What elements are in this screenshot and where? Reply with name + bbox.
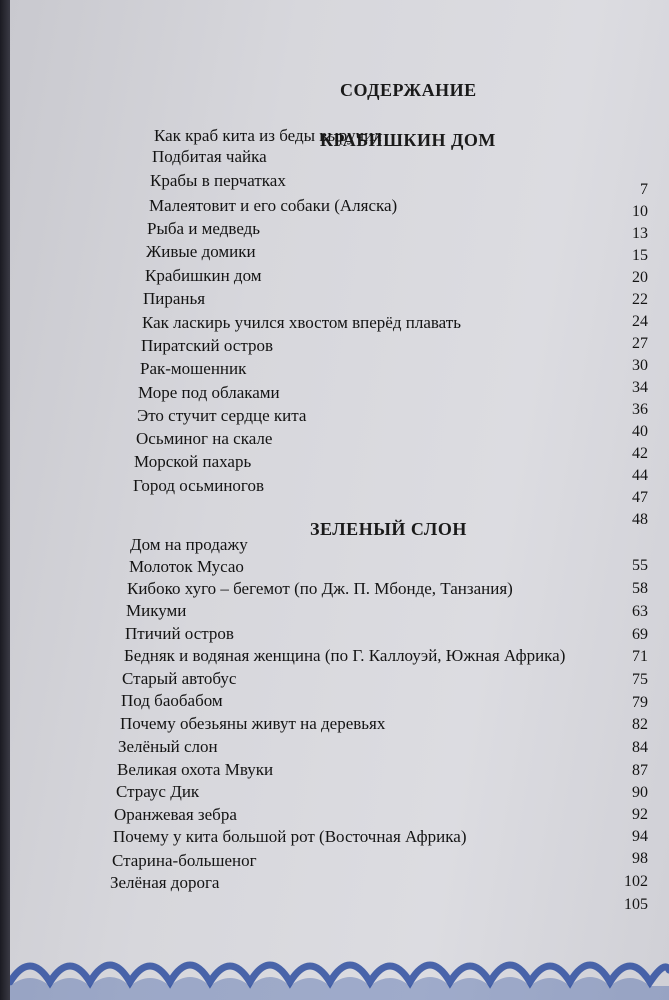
book-spine-edge — [0, 0, 10, 1000]
toc-page-number: 13 — [632, 225, 648, 242]
toc-page-number: 79 — [632, 694, 648, 711]
toc-entry: Старый автобус — [122, 669, 237, 688]
toc-entry: Как ласкирь учился хвостом вперёд плавать — [142, 313, 461, 332]
toc-entry: Микуми — [126, 601, 187, 620]
toc-page-number: 20 — [632, 269, 648, 286]
toc-page-number: 94 — [632, 828, 648, 845]
toc-entry: Молоток Мусао — [129, 557, 244, 576]
toc-entry: Дом на продажу — [130, 535, 248, 554]
book-page — [10, 0, 669, 1000]
toc-entry: Это стучит сердце кита — [137, 406, 307, 425]
toc-page-number: 10 — [632, 203, 648, 220]
toc-page-number: 27 — [632, 335, 648, 352]
toc-entry: Зелёный слон — [118, 737, 218, 756]
toc-page-number: 90 — [632, 784, 648, 801]
toc-page-number: 87 — [632, 762, 648, 779]
toc-page-number: 105 — [624, 896, 648, 913]
toc-page-number: 84 — [632, 739, 648, 756]
toc-entry: Морской пахарь — [134, 452, 252, 471]
toc-entry: Бедняк и водяная женщина (по Г. Каллоуэй, Южная Африка) — [124, 646, 566, 665]
toc-page-number: 36 — [632, 401, 648, 418]
toc-entry: Великая охота Мвуки — [117, 760, 274, 779]
contents-heading: СОДЕРЖАНИЕ — [340, 80, 477, 100]
toc-entry: Осьминог на скале — [136, 429, 273, 448]
toc-entry: Море под облаками — [138, 383, 280, 402]
toc-page-number: 75 — [632, 671, 648, 688]
toc-page-number: 82 — [632, 716, 648, 733]
toc-page-number: 55 — [632, 557, 648, 574]
toc-entry: Малеятовит и его собаки (Аляска) — [149, 196, 398, 215]
toc-entry: Под баобабом — [121, 691, 223, 710]
toc-entry: Пиратский остров — [141, 336, 273, 355]
toc-page-number: 102 — [624, 873, 648, 890]
toc-page-number: 24 — [632, 313, 648, 330]
toc-page-number: 48 — [632, 511, 648, 528]
toc-entry: Крабы в перчатках — [150, 171, 286, 190]
toc-page-number: 63 — [632, 603, 648, 620]
toc-page-number: 47 — [632, 489, 648, 506]
decorative-wave-border — [10, 920, 669, 1000]
toc-entry: Город осьминогов — [133, 476, 264, 495]
toc-entry: Кибоко хуго – бегемот (по Дж. П. Мбонде, Танзания) — [127, 579, 513, 598]
toc-entry: Пиранья — [143, 289, 206, 308]
toc-page-number: 71 — [632, 648, 648, 665]
toc-entry: Почему у кита большой рот (Восточная Африка) — [113, 827, 467, 846]
toc-page-number: 40 — [632, 423, 648, 440]
toc-page-number: 42 — [632, 445, 648, 462]
toc-entry: Оранжевая зебра — [114, 805, 237, 824]
toc-page-number: 44 — [632, 467, 648, 484]
toc-page-number: 92 — [632, 806, 648, 823]
toc-entry: Крабишкин дом — [145, 266, 262, 285]
toc-entry: Рыба и медведь — [147, 219, 261, 238]
toc-entry: Почему обезьяны живут на деревьях — [120, 714, 386, 733]
toc-page-number: 22 — [632, 291, 648, 308]
toc-page-number: 98 — [632, 850, 648, 867]
toc-entry: Подбитая чайка — [152, 147, 267, 166]
toc-page-number: 34 — [632, 379, 648, 396]
toc-page-number: 69 — [632, 626, 648, 643]
toc-entry: Старина-большеног — [112, 851, 257, 870]
toc-page-number: 15 — [632, 247, 648, 264]
section2-title: ЗЕЛЕНЫЙ СЛОН — [310, 519, 467, 539]
toc-entry: Птичий остров — [125, 624, 234, 643]
toc-entry: Как краб кита из беды выручил — [154, 126, 382, 145]
toc-entry: Зелёная дорога — [110, 873, 220, 892]
section1-title: КРАБИШКИН ДОМ — [320, 130, 496, 150]
toc-entry: Страус Дик — [116, 782, 200, 801]
toc-page-number: 58 — [632, 580, 648, 597]
toc-page-number: 30 — [632, 357, 648, 374]
toc-entry: Рак-мошенник — [140, 359, 247, 378]
toc-page-number: 7 — [640, 181, 648, 198]
toc-entry: Живые домики — [146, 242, 256, 261]
